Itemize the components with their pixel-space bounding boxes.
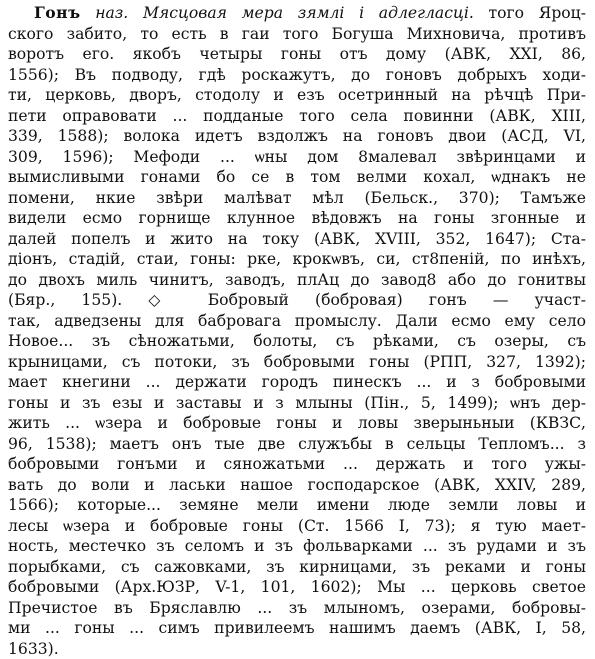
text-line: до двохъ миль чинитъ, заводъ, плАц до завод8 або до гонитвы: [8, 270, 586, 291]
text-line: 309, 1596); Мефоди ... ѡны дом 8малевал звѣринцами и: [8, 147, 586, 168]
text-line: далей попелъ и жито на току (АВК, XVIII, 352, 1647); Ста-: [8, 229, 586, 250]
definition: Мясцовая мера зямлі і адлегласці.: [143, 4, 474, 22]
text-line: 1566); которые... земяне мели имени люде земли ловы и: [8, 495, 586, 516]
text-line: жить ... ѡзера и бобровые гоны и ловы зверыньныи (КВЗС,: [8, 413, 586, 434]
text-line: вымисливыми гонами бо се в том велми кохал, ѡднакъ не: [8, 167, 586, 188]
text-line: 96, 1538); маетъ онъ тые две служъбы в сельцы Тепломъ... з: [8, 434, 586, 455]
text-line: пети оправовати ... подданые того села повинни (АВК, XIII,: [8, 106, 586, 127]
text-line: помени, нкие звѣри малѣват мѣл (Бельск., 370); Тамъже: [8, 188, 586, 209]
text-line: вать до воли и ласьки нашое господарское (АВК, XXIV, 289,: [8, 475, 586, 496]
dictionary-entry: [8, 3, 586, 659]
text-line: Пречистое въ Бряславлю ... зъ млыномъ, озерами, бобровы-: [8, 598, 586, 619]
text-line: Новое... зъ сѣножатьми, болоты, съ рѣками, съ озеры, съ: [8, 331, 586, 352]
text-line: крыницами, съ потоки, зъ бобровыми гоны (РПП, 327, 1392);: [8, 352, 586, 373]
text-line: діонъ, стадій, стаи, гоны: рке, крокѡвъ, си, ст8пеній, по инѣхъ,: [8, 249, 586, 270]
text-line: бобровыми (Арх.ЮЗР, V-1, 101, 1602); Мы ... церковь светое: [8, 577, 586, 598]
part-of-speech: наз.: [95, 4, 128, 22]
text-line: порыбками, съ сажовками, зъ кирницами, зъ реками и гоны: [8, 557, 586, 578]
text-line: видели есмо горнище клунное вѣдовжъ на гоны згонные и: [8, 208, 586, 229]
text-line: ти, церковь, дворъ, стодолу и езъ осетринный на рѣчцѣ При-: [8, 85, 586, 106]
text-line: 1633).: [8, 639, 586, 659]
text-line: так, адведзены для бабровага промыслу. Дали есмо ему село: [8, 311, 586, 332]
text-line: лесы ѡзера и бобровые гоны (Ст. 1566 I, 73); я тую мает-: [8, 516, 586, 537]
text-line: ского забито, то есть в гаи того Богуша Михновича, противъ: [8, 24, 586, 45]
text-line: 1556); Въ подводу, гдѣ роскажутъ, до гоновъ добрыхъ ходи-: [8, 65, 586, 86]
text-line: бобровыми гонъми и сяножатьми ... держать и того ужы-: [8, 454, 586, 475]
headword: Гонъ: [34, 3, 81, 22]
text-line: гоны и зъ езы и заставы и з млыны (Пін., 5, 1499); ѡнъ дер-: [8, 393, 586, 414]
text-line: мает кнегини ... держати городъ пинескъ ... и з бобровыми: [8, 372, 586, 393]
text-line: воротъ его. якобъ четыры гоны отъ дому (АВК, XXI, 86,: [8, 44, 586, 65]
text-line: (Бяр., 155). ◇ Бобровый (бобровая) гонъ — участ-: [8, 290, 586, 311]
text-line: 339, 1588); волока идетъ вздолжъ на гоновъ двои (АСД, VI,: [8, 126, 586, 147]
text-line: ность, местечко зъ селомъ и зъ фольварками ... зъ рудами и зъ: [8, 536, 586, 557]
text-line: ми ... гоны ... симъ привилеемъ нашимъ даемъ (АВК, I, 58,: [8, 618, 586, 639]
text-line: Гонъ наз. Мясцовая мера зямлі і адлегласці. того Яроц-: [8, 3, 586, 24]
